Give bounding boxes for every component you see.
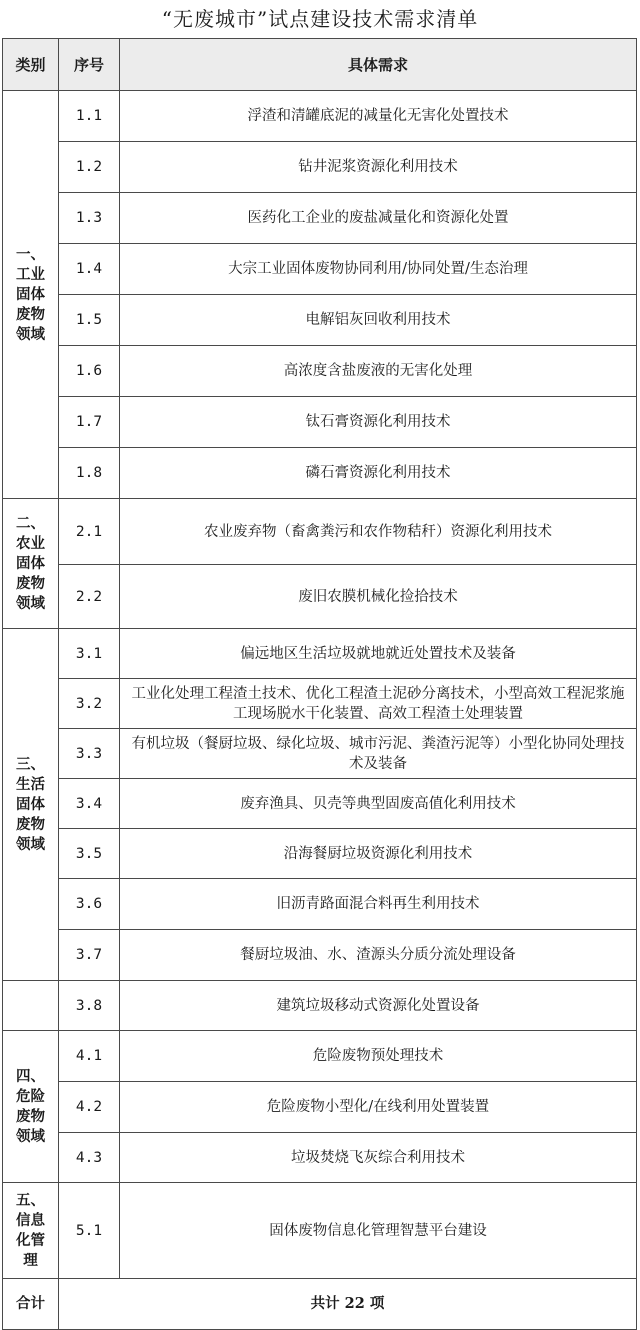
category-cell-empty: [3, 981, 59, 1031]
seq-cell: 1.3: [59, 193, 120, 244]
table-row: [3, 499, 637, 565]
detail-cell: 钛石膏资源化利用技术: [120, 397, 637, 448]
table-row: [3, 142, 637, 193]
table-row: [3, 1133, 637, 1183]
seq-cell: 4.3: [59, 1133, 120, 1183]
seq-cell: 1.5: [59, 295, 120, 346]
total-row: [3, 1279, 637, 1330]
detail-cell: 钻井泥浆资源化利用技术: [120, 142, 637, 193]
detail-cell: 固体废物信息化管理智慧平台建设: [120, 1183, 637, 1279]
seq-cell: 3.6: [59, 879, 120, 930]
detail-cell: 废旧农膜机械化捡拾技术: [120, 565, 637, 629]
seq-cell: 3.4: [59, 779, 120, 829]
seq-cell: 3.8: [59, 981, 120, 1031]
table-row: [3, 1031, 637, 1082]
category-cell: 一、工业固体废物领域: [3, 91, 59, 499]
seq-cell: 3.2: [59, 679, 120, 729]
total-label: 合计: [3, 1279, 59, 1330]
seq-cell: 4.1: [59, 1031, 120, 1082]
requirements-table: [2, 38, 637, 1330]
seq-cell: 3.3: [59, 729, 120, 779]
table-row: [3, 779, 637, 829]
detail-cell: 旧沥青路面混合料再生利用技术: [120, 879, 637, 930]
table-row: [3, 565, 637, 629]
table-row: [3, 1082, 637, 1133]
seq-cell: 2.1: [59, 499, 120, 565]
detail-cell: 大宗工业固体废物协同利用/协同处置/生态治理: [120, 244, 637, 295]
table-row: [3, 295, 637, 346]
detail-cell: 偏远地区生活垃圾就地就近处置技术及装备: [120, 629, 637, 679]
table-row: [3, 346, 637, 397]
table-row: [3, 193, 637, 244]
table-row: [3, 930, 637, 981]
seq-cell: 3.1: [59, 629, 120, 679]
seq-cell: 1.6: [59, 346, 120, 397]
table-row: [3, 397, 637, 448]
seq-cell: 4.2: [59, 1082, 120, 1133]
table-row: [3, 679, 637, 729]
header-detail: 具体需求: [120, 39, 637, 91]
seq-cell: 3.7: [59, 930, 120, 981]
header-seq: 序号: [59, 39, 120, 91]
detail-cell: 沿海餐厨垃圾资源化利用技术: [120, 829, 637, 879]
header-category: 类别: [3, 39, 59, 91]
detail-cell: 磷石膏资源化利用技术: [120, 448, 637, 499]
detail-cell: 餐厨垃圾油、水、渣源头分质分流处理设备: [120, 930, 637, 981]
seq-cell: 5.1: [59, 1183, 120, 1279]
table-row: [3, 91, 637, 142]
detail-cell: 垃圾焚烧飞灰综合利用技术: [120, 1133, 637, 1183]
detail-cell: 危险废物小型化/在线利用处置装置: [120, 1082, 637, 1133]
seq-cell: 2.2: [59, 565, 120, 629]
detail-cell: 有机垃圾（餐厨垃圾、绿化垃圾、城市污泥、粪渣污泥等）小型化协同处理技术及装备: [120, 729, 637, 779]
detail-cell: 医药化工企业的废盐减量化和资源化处置: [120, 193, 637, 244]
table-row: [3, 448, 637, 499]
seq-cell: 1.8: [59, 448, 120, 499]
page-title: “无废城市”试点建设技术需求清单: [161, 7, 479, 31]
table-row: [3, 981, 637, 1031]
category-cell: 四、危险废物领域: [3, 1031, 59, 1183]
table-row: [3, 1183, 637, 1279]
table-header-row: [3, 39, 637, 91]
seq-cell: 1.4: [59, 244, 120, 295]
table-row: [3, 629, 637, 679]
table-row: [3, 729, 637, 779]
seq-cell: 1.2: [59, 142, 120, 193]
detail-cell: 浮渣和清罐底泥的减量化无害化处置技术: [120, 91, 637, 142]
seq-cell: 1.7: [59, 397, 120, 448]
detail-cell: 工业化处理工程渣土技术、优化工程渣土泥砂分离技术，小型高效工程泥浆施工现场脱水干化装置、高效工程渣土处理装置: [120, 679, 637, 729]
detail-cell: 电解铝灰回收利用技术: [120, 295, 637, 346]
total-value: 共计 22 项: [59, 1279, 637, 1330]
table-row: [3, 879, 637, 930]
detail-cell: 农业废弃物（畜禽粪污和农作物秸秆）资源化利用技术: [120, 499, 637, 565]
detail-cell: 废弃渔具、贝壳等典型固废高值化利用技术: [120, 779, 637, 829]
category-cell: 二、农业固体废物领域: [3, 499, 59, 629]
detail-cell: 危险废物预处理技术: [120, 1031, 637, 1082]
category-cell: 三、生活固体废物领域: [3, 629, 59, 981]
category-cell: 五、信息化管理: [3, 1183, 59, 1279]
detail-cell: 建筑垃圾移动式资源化处置设备: [120, 981, 637, 1031]
seq-cell: 3.5: [59, 829, 120, 879]
detail-cell: 高浓度含盐废液的无害化处理: [120, 346, 637, 397]
table-row: [3, 829, 637, 879]
table-row: [3, 244, 637, 295]
seq-cell: 1.1: [59, 91, 120, 142]
